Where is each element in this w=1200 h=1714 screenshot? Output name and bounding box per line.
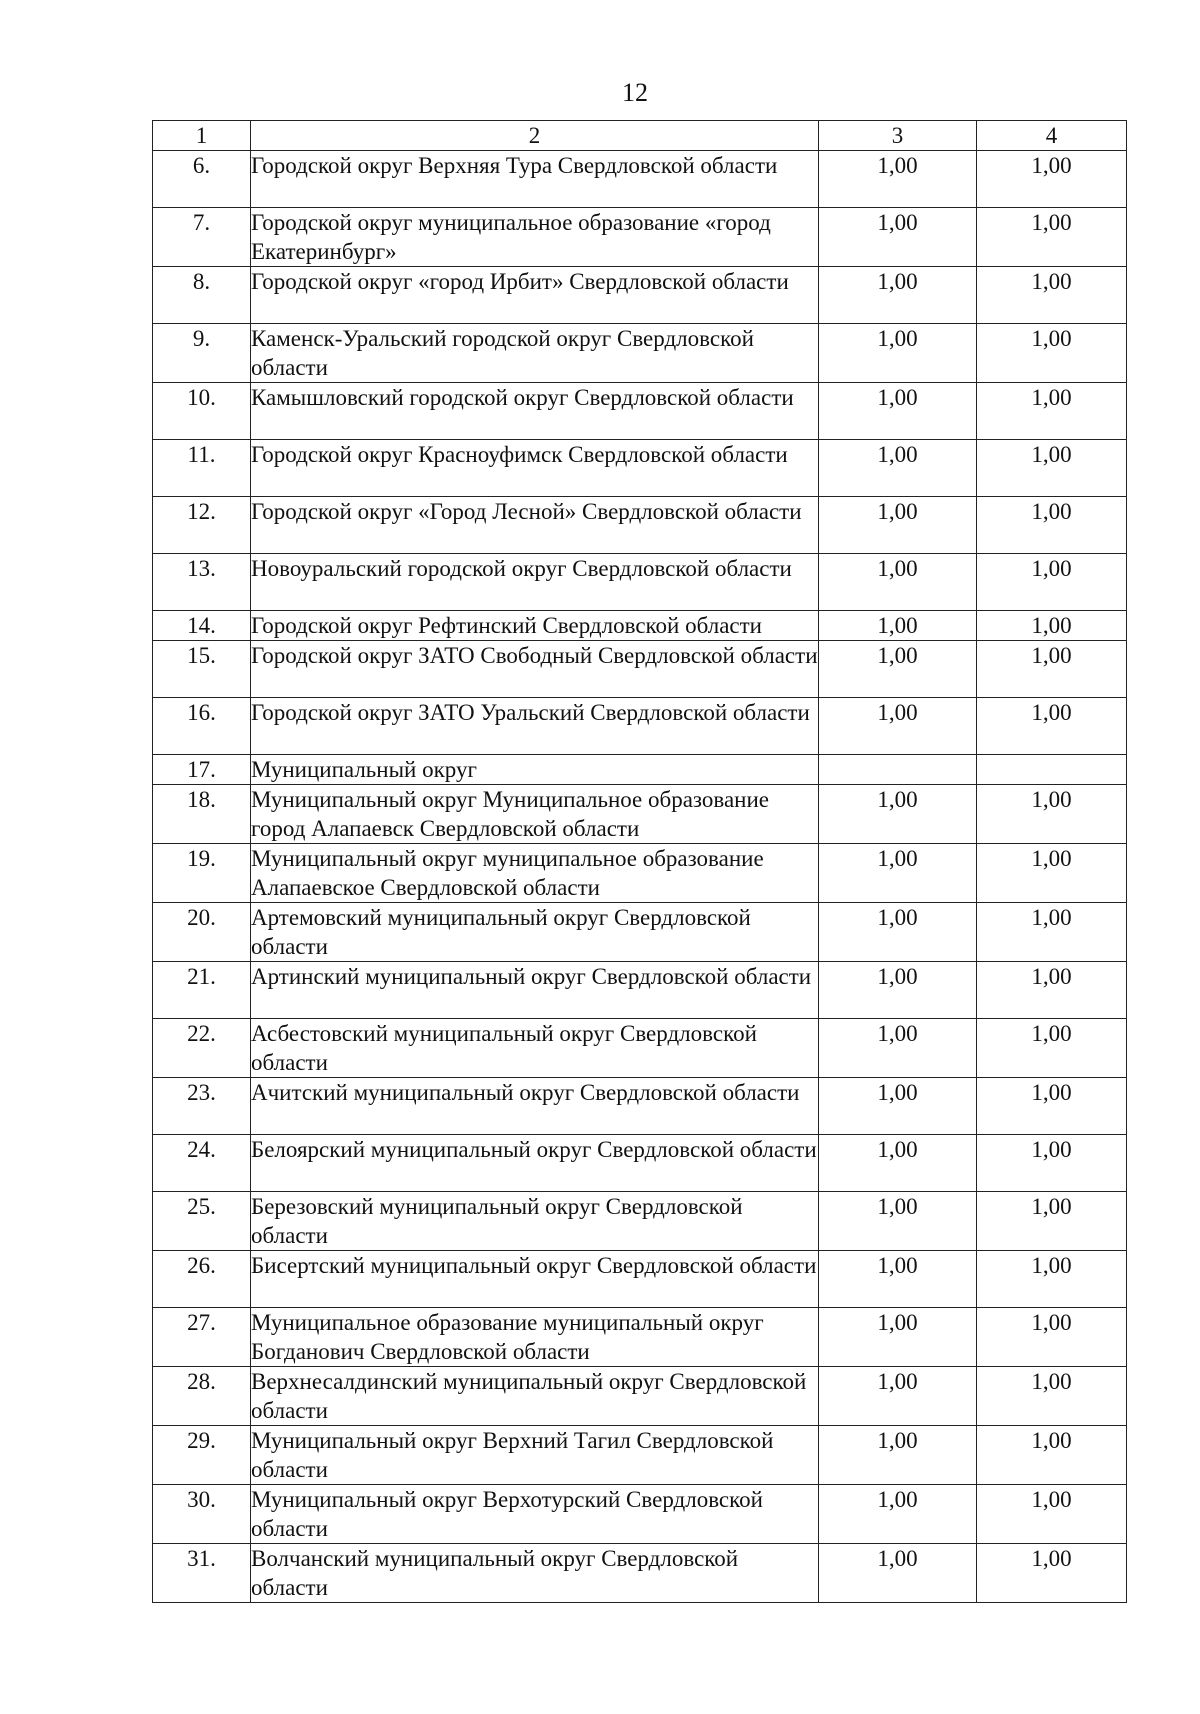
- row-number-cell: 14.: [153, 611, 251, 641]
- value-col3-cell: 1,00: [819, 267, 977, 324]
- value-col4-cell: 1,00: [977, 698, 1127, 755]
- page-number: 12: [622, 78, 648, 107]
- table-row: [153, 324, 1127, 383]
- value-col3-cell: 1,00: [819, 903, 977, 962]
- municipality-name-cell: Бисертский муниципальный округ Свердловской области: [251, 1251, 819, 1308]
- municipality-name-cell: Белоярский муниципальный округ Свердловской области: [251, 1135, 819, 1192]
- table-row: [153, 1544, 1127, 1603]
- value-col4-cell: 1,00: [977, 1078, 1127, 1135]
- value-col4-cell: 1,00: [977, 151, 1127, 208]
- row-number-cell: 24.: [153, 1135, 251, 1192]
- table-row: [153, 440, 1127, 497]
- municipality-name-cell: Городской округ муниципальное образование «город Екатеринбург»: [251, 208, 819, 267]
- value-col4-cell: 1,00: [977, 324, 1127, 383]
- table-row: [153, 208, 1127, 267]
- value-col4-cell: 1,00: [977, 903, 1127, 962]
- value-col3-cell: 1,00: [819, 1135, 977, 1192]
- header-cell-2: 2: [251, 121, 819, 151]
- table-row: [153, 1308, 1127, 1367]
- row-number-cell: 23.: [153, 1078, 251, 1135]
- row-number-cell: 22.: [153, 1019, 251, 1078]
- value-col3-cell: 1,00: [819, 1367, 977, 1426]
- value-col4-cell: 1,00: [977, 383, 1127, 440]
- value-col4-cell: [977, 755, 1127, 785]
- table-row: [153, 755, 1127, 785]
- value-col3-cell: 1,00: [819, 497, 977, 554]
- value-col4-cell: 1,00: [977, 440, 1127, 497]
- municipality-name-cell: Муниципальное образование муниципальный округ Богданович Свердловской области: [251, 1308, 819, 1367]
- value-col4-cell: 1,00: [977, 554, 1127, 611]
- value-col3-cell: 1,00: [819, 383, 977, 440]
- row-number-cell: 27.: [153, 1308, 251, 1367]
- table-row: [153, 698, 1127, 755]
- value-col3-cell: 1,00: [819, 1485, 977, 1544]
- row-number-cell: 20.: [153, 903, 251, 962]
- value-col4-cell: 1,00: [977, 208, 1127, 267]
- municipality-name-cell: Городской округ Верхняя Тура Свердловской области: [251, 151, 819, 208]
- value-col3-cell: [819, 755, 977, 785]
- row-number-cell: 9.: [153, 324, 251, 383]
- table-row: [153, 267, 1127, 324]
- value-col4-cell: 1,00: [977, 497, 1127, 554]
- municipality-name-cell: Верхнесалдинский муниципальный округ Свердловской области: [251, 1367, 819, 1426]
- value-col4-cell: 1,00: [977, 611, 1127, 641]
- municipality-name-cell: Городской округ ЗАТО Уральский Свердловской области: [251, 698, 819, 755]
- value-col4-cell: 1,00: [977, 844, 1127, 903]
- row-number-cell: 29.: [153, 1426, 251, 1485]
- value-col4-cell: 1,00: [977, 1426, 1127, 1485]
- value-col3-cell: 1,00: [819, 785, 977, 844]
- row-number-cell: 12.: [153, 497, 251, 554]
- row-number-cell: 6.: [153, 151, 251, 208]
- table-row: [153, 785, 1127, 844]
- row-number-cell: 28.: [153, 1367, 251, 1426]
- table-row: [153, 497, 1127, 554]
- table-row: [153, 1251, 1127, 1308]
- municipality-name-cell: Артемовский муниципальный округ Свердловской области: [251, 903, 819, 962]
- value-col4-cell: 1,00: [977, 1544, 1127, 1603]
- municipality-name-cell: Городской округ Рефтинский Свердловской области: [251, 611, 819, 641]
- municipality-name-cell: Каменск-Уральский городской округ Свердловской области: [251, 324, 819, 383]
- table-row: [153, 962, 1127, 1019]
- municipality-name-cell: Волчанский муниципальный округ Свердловской области: [251, 1544, 819, 1603]
- municipality-name-cell: Городской округ Красноуфимск Свердловской области: [251, 440, 819, 497]
- municipality-name-cell: Березовский муниципальный округ Свердловской области: [251, 1192, 819, 1251]
- value-col4-cell: 1,00: [977, 962, 1127, 1019]
- value-col3-cell: 1,00: [819, 698, 977, 755]
- value-col4-cell: 1,00: [977, 1308, 1127, 1367]
- header-cell-3: 3: [819, 121, 977, 151]
- value-col3-cell: 1,00: [819, 554, 977, 611]
- municipality-name-cell: Муниципальный округ муниципальное образование Алапаевское Свердловской области: [251, 844, 819, 903]
- table-row: [153, 641, 1127, 698]
- row-number-cell: 7.: [153, 208, 251, 267]
- table-row: [153, 1485, 1127, 1544]
- value-col4-cell: 1,00: [977, 1019, 1127, 1078]
- data-table: [152, 120, 1127, 1603]
- table-row: [153, 1426, 1127, 1485]
- row-number-cell: 30.: [153, 1485, 251, 1544]
- value-col3-cell: 1,00: [819, 962, 977, 1019]
- table-header-row: [153, 121, 1127, 151]
- value-col3-cell: 1,00: [819, 324, 977, 383]
- row-number-cell: 11.: [153, 440, 251, 497]
- value-col4-cell: 1,00: [977, 1251, 1127, 1308]
- municipality-name-cell: Муниципальный округ Верхотурский Свердловской области: [251, 1485, 819, 1544]
- header-cell-4: 4: [977, 121, 1127, 151]
- table-row: [153, 1367, 1127, 1426]
- table-row: [153, 151, 1127, 208]
- row-number-cell: 19.: [153, 844, 251, 903]
- value-col3-cell: 1,00: [819, 1251, 977, 1308]
- table-row: [153, 383, 1127, 440]
- municipality-name-cell: Камышловский городской округ Свердловской области: [251, 383, 819, 440]
- value-col3-cell: 1,00: [819, 1544, 977, 1603]
- header-cell-1: 1: [153, 121, 251, 151]
- row-number-cell: 18.: [153, 785, 251, 844]
- value-col3-cell: 1,00: [819, 440, 977, 497]
- value-col3-cell: 1,00: [819, 641, 977, 698]
- table-row: [153, 554, 1127, 611]
- table-row: [153, 844, 1127, 903]
- value-col3-cell: 1,00: [819, 1192, 977, 1251]
- row-number-cell: 10.: [153, 383, 251, 440]
- value-col3-cell: 1,00: [819, 1426, 977, 1485]
- row-number-cell: 15.: [153, 641, 251, 698]
- table-row: [153, 1019, 1127, 1078]
- municipality-name-cell: Артинский муниципальный округ Свердловской области: [251, 962, 819, 1019]
- municipality-name-cell: Городской округ ЗАТО Свободный Свердловской области: [251, 641, 819, 698]
- municipality-name-cell: Городской округ «Город Лесной» Свердловской области: [251, 497, 819, 554]
- value-col3-cell: 1,00: [819, 1308, 977, 1367]
- value-col4-cell: 1,00: [977, 1192, 1127, 1251]
- row-number-cell: 25.: [153, 1192, 251, 1251]
- table-row: [153, 903, 1127, 962]
- value-col3-cell: 1,00: [819, 844, 977, 903]
- value-col3-cell: 1,00: [819, 611, 977, 641]
- value-col3-cell: 1,00: [819, 1078, 977, 1135]
- row-number-cell: 21.: [153, 962, 251, 1019]
- value-col4-cell: 1,00: [977, 267, 1127, 324]
- value-col3-cell: 1,00: [819, 1019, 977, 1078]
- value-col4-cell: 1,00: [977, 1367, 1127, 1426]
- row-number-cell: 17.: [153, 755, 251, 785]
- row-number-cell: 13.: [153, 554, 251, 611]
- municipality-name-cell: Городской округ «город Ирбит» Свердловской области: [251, 267, 819, 324]
- table-body: [153, 121, 1127, 1603]
- municipality-name-cell: Муниципальный округ Верхний Тагил Свердловской области: [251, 1426, 819, 1485]
- municipality-name-cell: Ачитский муниципальный округ Свердловской области: [251, 1078, 819, 1135]
- table-row: [153, 1192, 1127, 1251]
- table-row: [153, 611, 1127, 641]
- value-col3-cell: 1,00: [819, 151, 977, 208]
- municipality-name-cell: Муниципальный округ: [251, 755, 819, 785]
- municipality-name-cell: Муниципальный округ Муниципальное образование город Алапаевск Свердловской области: [251, 785, 819, 844]
- row-number-cell: 16.: [153, 698, 251, 755]
- row-number-cell: 26.: [153, 1251, 251, 1308]
- municipality-name-cell: Новоуральский городской округ Свердловской области: [251, 554, 819, 611]
- value-col4-cell: 1,00: [977, 785, 1127, 844]
- row-number-cell: 31.: [153, 1544, 251, 1603]
- row-number-cell: 8.: [153, 267, 251, 324]
- municipality-name-cell: Асбестовский муниципальный округ Свердловской области: [251, 1019, 819, 1078]
- table-row: [153, 1135, 1127, 1192]
- value-col4-cell: 1,00: [977, 1135, 1127, 1192]
- value-col4-cell: 1,00: [977, 641, 1127, 698]
- table-row: [153, 1078, 1127, 1135]
- value-col3-cell: 1,00: [819, 208, 977, 267]
- value-col4-cell: 1,00: [977, 1485, 1127, 1544]
